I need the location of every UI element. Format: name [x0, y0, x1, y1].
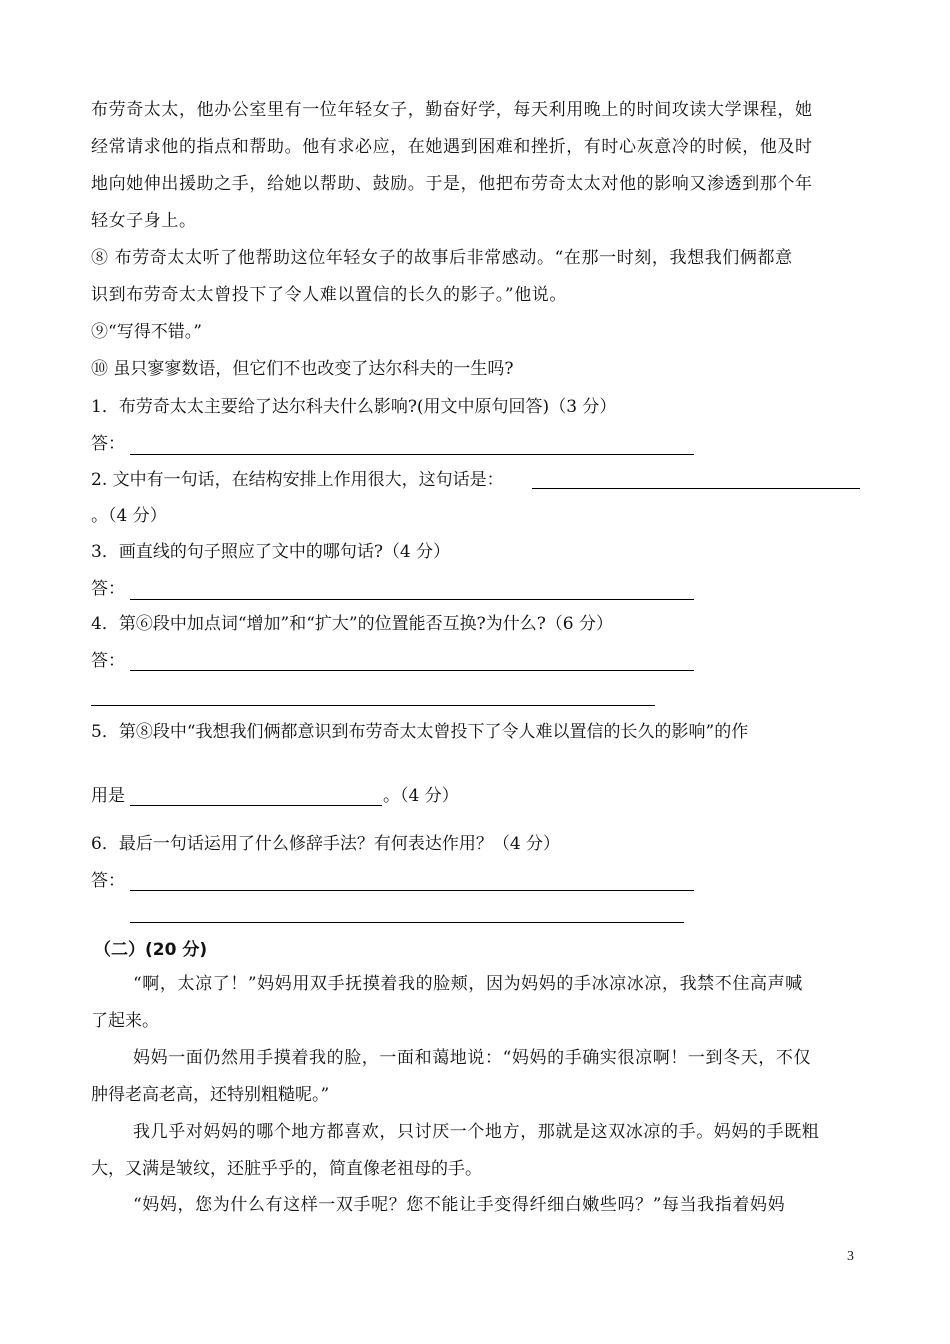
- passage-line: 轻女子身上。: [91, 211, 197, 231]
- passage-line: ⑨“写得不错。”: [91, 322, 202, 342]
- question-6: 6．最后一句话运用了什么修辞手法？有何表达作用？（4 分）: [91, 834, 561, 854]
- answer-label: 答：: [91, 579, 125, 599]
- question-5-tail: 。（4 分）: [383, 786, 459, 806]
- answer-line[interactable]: [130, 599, 694, 600]
- passage-line: “妈妈，您为什么有这样一双手呢？您不能让手变得纤细白嫩些吗？”每当我指着妈妈: [133, 1195, 786, 1215]
- section-heading: （二）(20 分): [94, 940, 208, 960]
- question-1: 1．布劳奇太太主要给了达尔科夫什么影响?(用文中原句回答)（3 分）: [91, 397, 617, 417]
- answer-line[interactable]: [130, 805, 382, 806]
- passage-line: 地向她伸出援助之手，给她以帮助、鼓励。于是，他把布劳奇太太对他的影响又渗透到那个年: [91, 174, 813, 194]
- passage-line: 了起来。: [91, 1011, 159, 1031]
- answer-line[interactable]: [130, 922, 684, 923]
- answer-line[interactable]: [532, 488, 860, 489]
- question-3: 3．画直线的句子照应了文中的哪句话?（4 分）: [91, 542, 451, 562]
- answer-line[interactable]: [91, 705, 655, 706]
- answer-line[interactable]: [130, 890, 694, 891]
- question-2: 2. 文中有一句话，在结构安排上作用很大，这句话是：: [91, 470, 504, 490]
- passage-line: ⑧ 布劳奇太太听了他帮助这位年轻女子的故事后非常感动。“在那一时刻，我想我们俩都意: [91, 248, 793, 268]
- question-5-lead: 用是: [91, 786, 125, 806]
- question-5: 5．第⑧段中“我想我们俩都意识到布劳奇太太曾投下了令人难以置信的长久的影响”的作: [91, 722, 749, 742]
- answer-label: 答：: [91, 651, 125, 671]
- answer-line[interactable]: [130, 454, 694, 455]
- question-2-tail: 。（4 分）: [91, 506, 167, 526]
- passage-line: 经常请求他的指点和帮助。他有求必应，在她遇到困难和挫折，有时心灰意冷的时候，他及时: [91, 137, 813, 157]
- answer-line[interactable]: [130, 670, 694, 671]
- answer-label: 答：: [91, 434, 125, 454]
- passage-line: “啊，太凉了！”妈妈用双手抚摸着我的脸颊，因为妈妈的手冰凉冰凉，我禁不住高声喊: [133, 974, 803, 994]
- passage-line: 布劳奇太太，他办公室里有一位年轻女子，勤奋好学，每天利用晚上的时间攻读大学课程，她: [91, 100, 813, 120]
- passage-line: 肿得老高老高，还特别粗糙呢。”: [91, 1085, 330, 1105]
- passage-line: 识到布劳奇太太曾投下了令人难以置信的长久的影子。”他说。: [91, 285, 567, 305]
- passage-line: 大，又满是皱纹，还脏乎乎的，简直像老祖母的手。: [91, 1159, 482, 1179]
- question-4: 4．第⑥段中加点词“增加”和“扩大”的位置能否互换?为什么?（6 分）: [91, 614, 614, 634]
- page-number: 3: [847, 1249, 854, 1264]
- passage-line: ⑩ 虽只寥寥数语，但它们不也改变了达尔科夫的一生吗?: [91, 359, 514, 379]
- passage-line: 妈妈一面仍然用手摸着我的脸，一面和蔼地说：“妈妈的手确实很凉啊！一到冬天，不仅: [133, 1048, 812, 1068]
- passage-line: 我几乎对妈妈的哪个地方都喜欢，只讨厌一个地方，那就是这双冰凉的手。妈妈的手既粗: [133, 1122, 820, 1142]
- answer-label: 答：: [91, 871, 125, 891]
